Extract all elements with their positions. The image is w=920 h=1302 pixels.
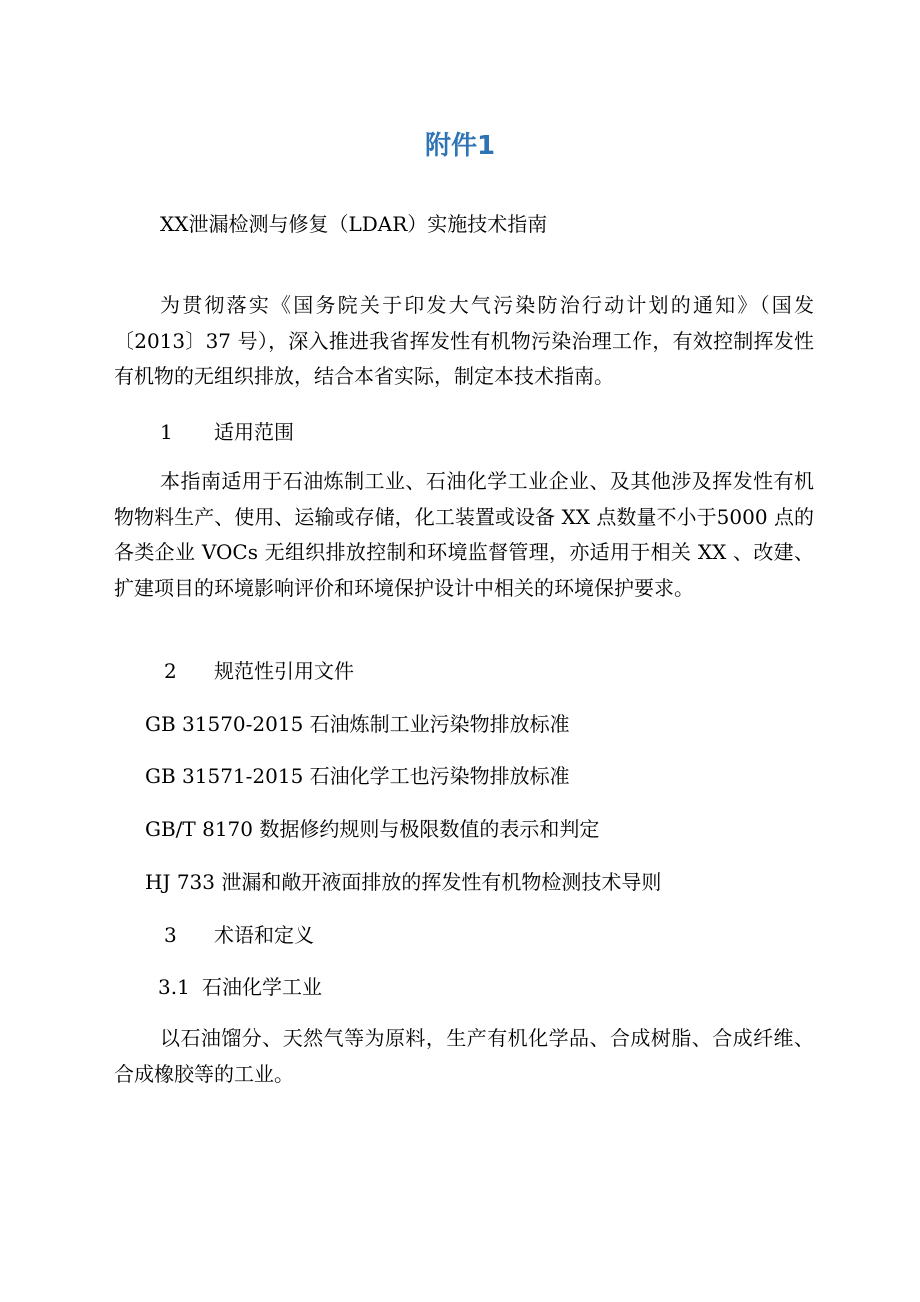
section-1-title: 适用范围 [214,420,294,444]
intro-paragraph: 为贯彻落实《国务院关于印发大气污染防治行动计划的通知》（国发〔2013〕37 号），深入推进我省挥发性有机物污染治理工作，有效控制挥发性有机物的无组织排放，结合本省实际，制定本技术指南。 [114,293,814,388]
subsection-3-1-title: 石油化学工业 [202,975,322,999]
subsection-3-1-body: 以石油馏分、天然气等为原料，生产有机化学品、合成树脂、合成纤维、合成橡胶等的工业。 [114,1026,814,1086]
section-3-heading [164,920,314,950]
section-2-heading [164,656,354,686]
section-1-number: 1 [160,420,173,444]
reference-item: GB/T 8170 数据修约规则与极限数值的表示和判定 [145,817,600,841]
section-1-heading [160,417,294,447]
subsection-3-1-heading [158,972,322,1002]
section-2-title: 规范性引用文件 [214,659,354,683]
reference-item: GB 31570-2015 石油炼制工业污染物排放标准 [145,712,570,736]
document-subtitle: XX泄漏检测与修复（LDAR）实施技术指南 [160,212,548,236]
section-1-body: 本指南适用于石油炼制工业、石油化学工业企业、及其他涉及挥发性有机物物料生产、使用、运输或存储，化工装置或设备 XX 点数量不小于5000 点的各类企业 VOCs 无组织排放控制和环境监督管理，亦适用于相关 XX 、改建、扩建项目的环境影响评价和环境保护设计中相关的环境保护要求。 [114,469,814,600]
subsection-3-1-number: 3.1 [158,975,190,999]
page-title: 附件1 [424,131,496,161]
section-2-number: 2 [164,659,177,683]
section-3-number: 3 [164,923,177,947]
section-3-title: 术语和定义 [214,923,314,947]
reference-item: HJ 733 泄漏和敞开液面排放的挥发性有机物检测技术导则 [145,870,662,894]
reference-item: GB 31571-2015 石油化学工也污染物排放标准 [145,764,570,788]
